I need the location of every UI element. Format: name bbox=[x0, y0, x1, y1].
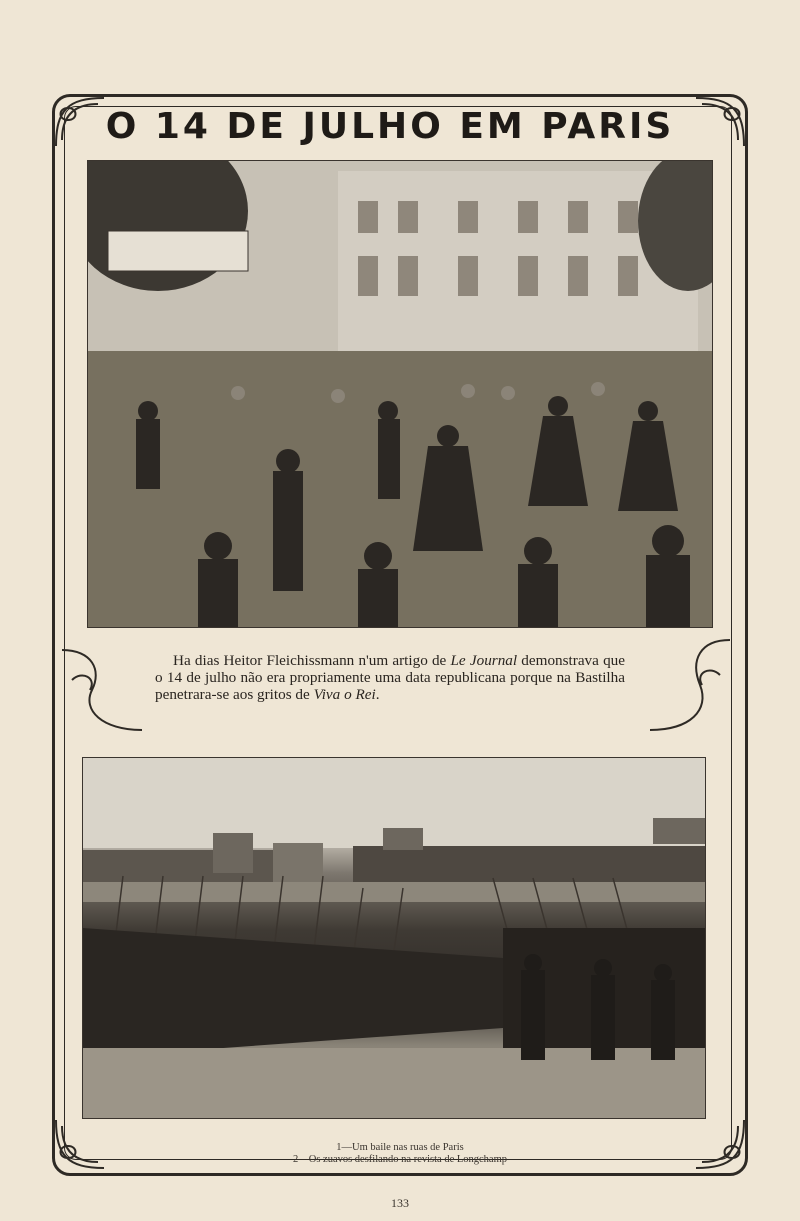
corner-ornament-bottom-right bbox=[688, 1112, 752, 1176]
page-number: 133 bbox=[391, 1196, 409, 1210]
title-band bbox=[100, 100, 680, 152]
photo-street-dance bbox=[87, 160, 713, 628]
caption-paragraph bbox=[155, 652, 625, 703]
caption-newspaper-name: Le Journal bbox=[450, 652, 518, 669]
legend-line-2: 2—Os zuavos desfilando na revista de Longchamp bbox=[292, 1154, 508, 1165]
legend-line-1: 1—Um baile nas ruas de Paris bbox=[336, 1142, 464, 1153]
caption-quote: Viva o Rei bbox=[313, 686, 376, 703]
caption-box bbox=[155, 652, 625, 730]
side-ornament-right bbox=[640, 630, 740, 740]
zouaves-parade-illustration bbox=[83, 758, 705, 1118]
page-title: O 14 DE JULHO EM PARIS bbox=[105, 105, 675, 147]
caption-text-2: demonstrava que o 14 de julho não era propriamente uma data republicana porque na Bastilha penetrara-se aos gritos de bbox=[155, 652, 625, 703]
caption-text-1: Ha dias Heitor Fleichissmann n'um artigo de bbox=[173, 652, 451, 669]
street-dance-illustration bbox=[88, 161, 712, 627]
photo-zouaves-parade bbox=[82, 757, 706, 1119]
corner-ornament-bottom-left bbox=[48, 1112, 112, 1176]
side-ornament-left bbox=[52, 640, 152, 740]
caption-text-3: . bbox=[375, 686, 380, 703]
corner-ornament-top-right bbox=[688, 90, 752, 154]
photo-legend bbox=[200, 1142, 600, 1166]
